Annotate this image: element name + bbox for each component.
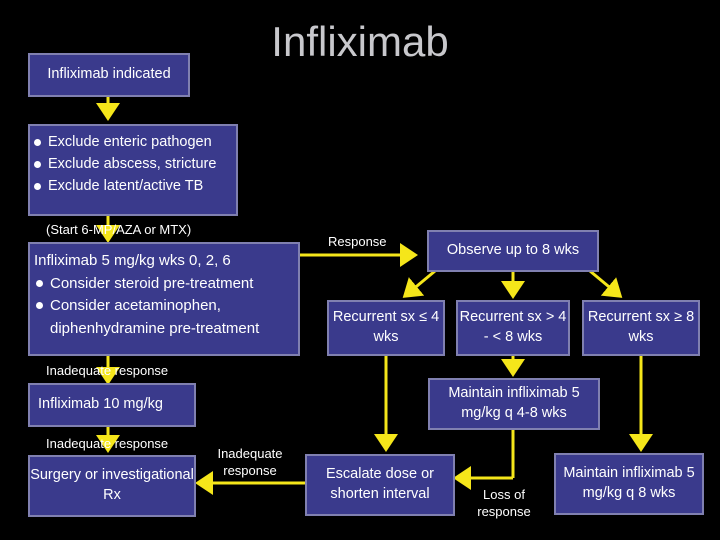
start-label: (Start 6-MP/AZA or MTX)	[46, 222, 192, 237]
observe-text: Observe up to 8 wks	[446, 242, 580, 259]
exclusion-item: Exclude enteric pathogen	[32, 132, 234, 154]
exclusion-item: Exclude latent/active TB	[32, 176, 234, 198]
inadequate-response-label-1: Inadequate response	[46, 363, 169, 378]
maintain-q8-box	[554, 453, 704, 515]
induction-item-continued: diphenhydramine pre-treatment	[50, 319, 260, 337]
infliximab-indicated-box	[28, 53, 190, 97]
surgery-text: Surgery or investigational Rx	[30, 467, 194, 503]
recurrent-ge8-text: Recurrent sx ≥ 8 wks	[587, 309, 695, 345]
induction-box	[28, 242, 300, 356]
recurrent-le4-text: Recurrent sx ≤ 4 wks	[332, 309, 440, 345]
inadequate-response-label-2: Inadequate response	[46, 436, 169, 451]
arrow-observe-to-recur3	[590, 271, 620, 296]
maintain-q4-8-text: Maintain infliximab 5 mg/kg q 4-8 wks	[448, 385, 580, 421]
escalate-text: Escalate dose or shorten interval	[325, 466, 434, 502]
infliximab-10-box	[28, 383, 196, 427]
inadequate-response-label-3: Inadequate response	[217, 446, 283, 478]
recurrent-le4-box	[327, 300, 445, 356]
induction-item: Consider acetaminophen,	[34, 295, 294, 318]
recurrent-4to8-text: Recurrent sx > 4 - < 8 wks	[459, 309, 567, 345]
exclusion-item: Exclude abscess, stricture	[32, 154, 234, 176]
escalate-box	[305, 454, 455, 516]
arrow-observe-to-recur1	[405, 271, 435, 296]
induction-item: Consider steroid pre-treatment	[34, 273, 294, 296]
loss-of-response-label: Loss of response	[477, 487, 531, 519]
infliximab-10-text: Infliximab 10 mg/kg	[38, 396, 163, 413]
observe-box	[427, 230, 599, 272]
surgery-box	[28, 455, 196, 517]
induction-list	[34, 273, 294, 341]
maintain-q8-text: Maintain infliximab 5 mg/kg q 8 wks	[563, 465, 695, 501]
page-title: Infliximab	[271, 18, 449, 65]
maintain-q4-8-box	[428, 378, 600, 430]
exclusion-list	[32, 132, 234, 197]
response-label: Response	[328, 234, 387, 249]
exclusion-box	[28, 124, 238, 216]
infliximab-indicated-text: Infliximab indicated	[47, 66, 171, 83]
recurrent-ge8-box	[582, 300, 700, 356]
recurrent-4to8-box	[456, 300, 570, 356]
induction-title: Infliximab 5 mg/kg wks 0, 2, 6	[34, 252, 231, 269]
